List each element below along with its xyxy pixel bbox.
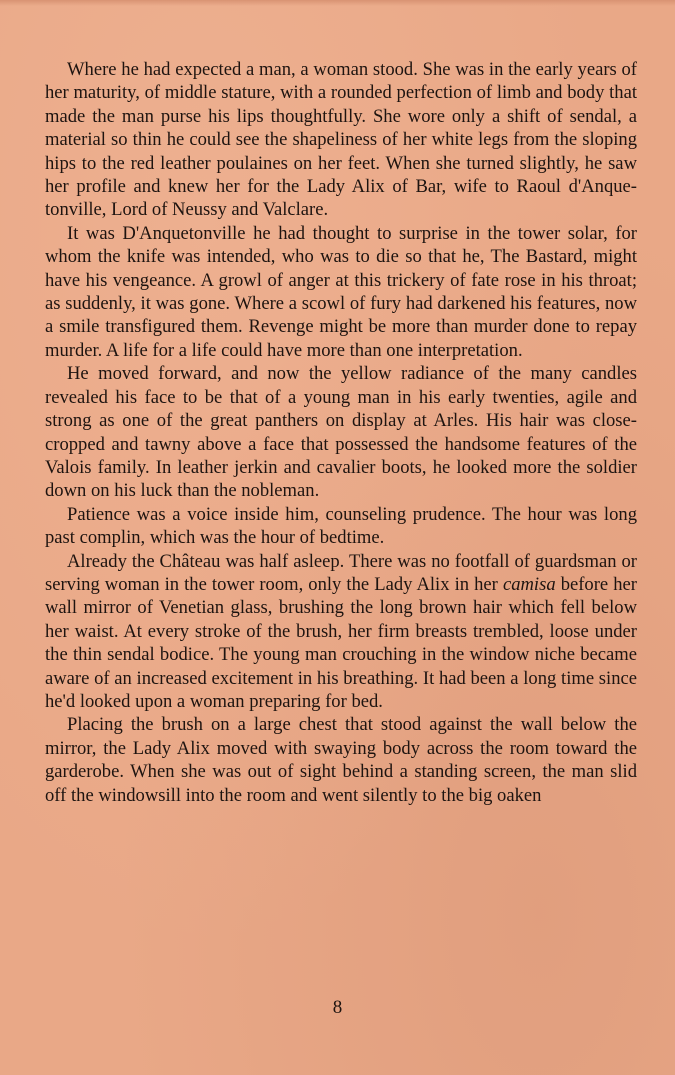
paragraph-5-text-b: before her wall mirror of Venetian glass, brushing the long brown hair which fell below her waist. At every stroke of the brush, her firm breasts trembled, loose under the thin sendal bodice. The young man crouching in the window niche became aware of an increased excitement in his breathing. It had been a long time since he'd looked upon a woman preparing for bed. xyxy=(45,573,637,712)
paragraph-2 xyxy=(45,222,637,362)
paragraph-1-text: Where he had expected a man, a woman stood. She was in the early years of her maturity, of middle stature, with a rounded perfection of limb and body that made the man purse his lips thoughtfully. She wore only a shift of sendal, a material so thin he could see the shapeliness of her white legs from the sloping hips to the red leather poulaines on her feet. When she turned slightly, he saw her profile and knew her for the Lady Alix of Bar, wife to Raoul d'Anquetonville, Lord of Neussy and Valclare. xyxy=(45,59,637,221)
paragraph-5-italic-word: camisa xyxy=(502,573,556,595)
paragraph-3 xyxy=(45,362,637,502)
paragraph-6-text: Placing the brush on a large chest that stood against the wall below the mirror, the Lady Alix moved with swaying body across the room toward the garderobe. When she was out of sight behind a standing screen, the man slid off the windowsill into the room and went silently to the big oaken xyxy=(45,714,637,806)
page-top-edge xyxy=(0,0,675,6)
page-number: 8 xyxy=(332,997,343,1018)
paragraph-5-text-a: Already the Château was half asleep. There was no footfall of guardsman or serving woman in the tower room, only the Lady Alix in her xyxy=(45,550,637,595)
paragraph-4-text: Patience was a voice inside him, counseling prudence. The hour was long past complin, which was the hour of bedtime. xyxy=(45,503,637,549)
paragraph-3-text: He moved forward, and now the yellow radiance of the many candles revealed his face to be that of a young man in his early twenties, agile and strong as one of the great panthers on display at Arles. His hair was close-cropped and tawny above a face that possessed the handsome features of the Valois family. In leather jerkin and cavalier boots, he looked more the soldier down on his luck than the nobleman. xyxy=(45,363,637,502)
paragraph-1 xyxy=(45,58,637,222)
paragraph-4 xyxy=(45,503,637,550)
paragraph-2-text: It was D'Anquetonville he had thought to surprise in the tower solar, for whom the knife was intended, who was to die so that he, The Bastard, might have his vengeance. A growl of anger at this trickery of fate rose in his throat; as suddenly, it was gone. Where a scowl of fury had darkened his features, now a smile transfigured them. Revenge might be more than murder done to repay murder. A life for a life could have more than one interpretation. xyxy=(45,222,637,361)
paragraph-6 xyxy=(45,713,637,807)
book-page-text xyxy=(45,58,637,807)
paragraph-5 xyxy=(45,550,637,714)
